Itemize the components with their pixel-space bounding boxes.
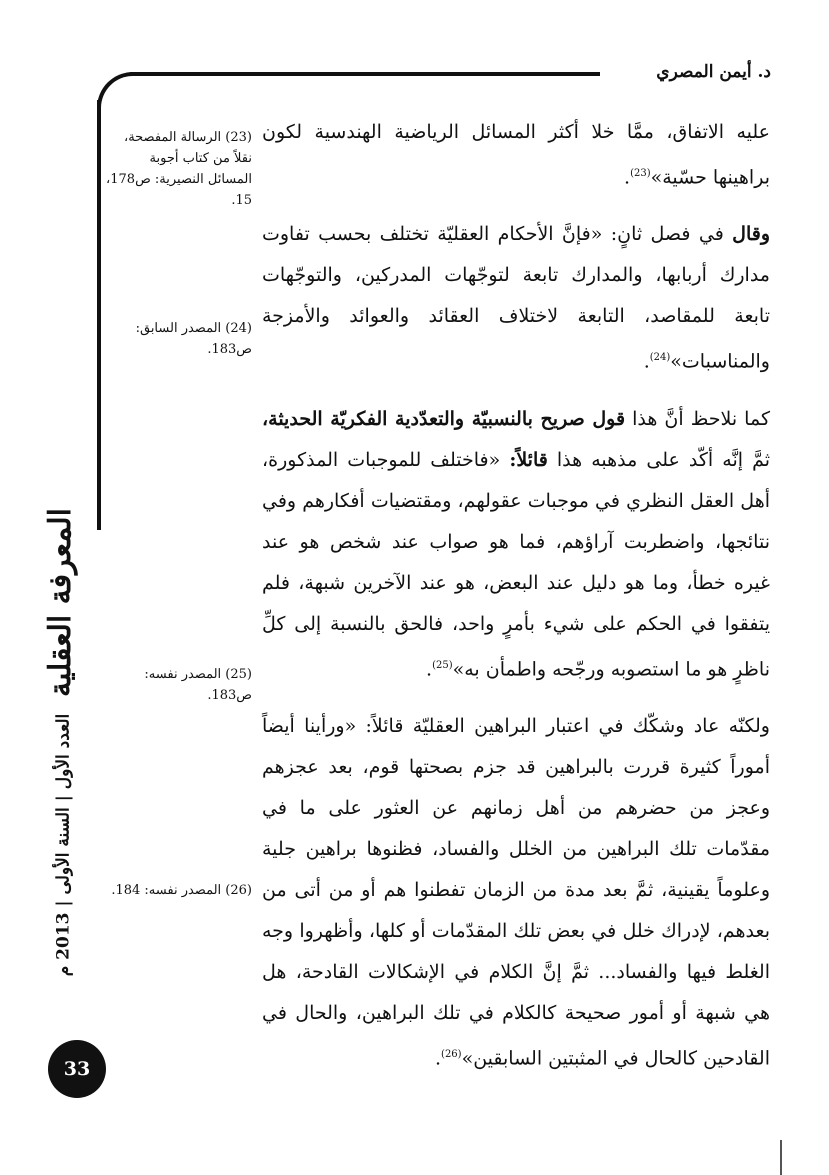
footnote-25: (25) المصدر نفسه: ص183. [144, 667, 252, 703]
footnote-23: (23) الرسالة المفصحة، نقلاً من كتاب أجوبة المسائل النصيرية: ص178، 15. [106, 130, 252, 208]
frame-vertical-rule [97, 100, 101, 530]
paragraph-1: عليه الاتفاق، ممَّا خلا أكثر المسائل الرياضية الهندسية لكون براهينها حسّية»$^{(23)}$. [262, 121, 770, 189]
footnote-24: (24) المصدر السابق: ص183. [135, 321, 252, 357]
ref-26[interactable]: (26) [441, 1048, 462, 1060]
frame-corner [97, 72, 137, 112]
ref-24[interactable]: (24) [649, 352, 671, 364]
author-name: د. أيمن المصري [656, 62, 771, 82]
ref-25[interactable]: (25) [432, 659, 453, 671]
journal-logo: المعرفة العقلية [42, 508, 78, 697]
header-rule [130, 72, 600, 76]
main-text [262, 112, 770, 1095]
paragraph-4: ولكنّه عاد وشكّك في اعتبار البراهين العقليّة قائلاً: «ورأينا أيضاً أموراً كثيرة قررت بالبراهين قد جزم بصحتها قوم، بعد عجزهم وعجز من حضرهم من أهل زمانهم عن العثور على ما في مقدّمات تلك البراهين من الخلل والفساد، فظنوها براهين جلية وعلوماً يقينية، ثمَّ بعد مدة من الزمان تفطنوا هم أو من أتى من بعدهم، لإدراك خلل في بعض تلك المقدّمات أو كلها، وأظهروا وجه الغلط فيها والفساد... ثمَّ إنَّ الكلام في الإشكالات القادحة، هل هي شبهة أو أمور صحيحة كالكلام في تلك البراهين، والحال في القادحين كالحال في المثبتين السابقين»$^{(26)}$. [262, 714, 770, 1070]
ref-23[interactable]: (23) [630, 168, 651, 179]
paragraph-2: وقال في فصل ثانٍ: «فإنَّ الأحكام العقليّة تختلف بحسب تفاوت مدارك أربابها، والمدارك تابعة لتوجّهات المدركين، والتوجّهات تابعة للمقاصد، التابعة لاختلاف العقائد والعوائد والأمزجة والمناسبات»$^{(24)}$. [262, 223, 770, 373]
journal-issue-info: العدد الأول | السنة الأولى | 2013 م [53, 713, 73, 977]
page-number: 33 [48, 1040, 106, 1098]
paragraph-3: كما نلاحظ أنَّ هذا قول صريح بالنسبيّة والتعدّدية الفكريّة الحديثة، ثمَّ إنَّه أكّد على مذهبه هذا قائلاً: «فاختلف للموجبات المذكورة، أهل العقل النظري في موجبات عقولهم، ومقتضيات أفكارهم وفي نتائجها، واضطربت آراؤهم، فما هو صواب عند شخص هو عند غيره خطأ، وما هو دليل عند البعض، هو عند الآخرين شبهة، فلم يتفقوا في الحكم على شيء بأمرٍ واحد، فالحق بالنسبة إلى كلِّ ناظرٍ هو ما استصوبه ورجّحه واطمأن به»$^{(25)}$. [262, 407, 771, 680]
footnote-26: (26) المصدر نفسه: 184. [111, 883, 252, 898]
edge-mark [780, 1140, 782, 1175]
